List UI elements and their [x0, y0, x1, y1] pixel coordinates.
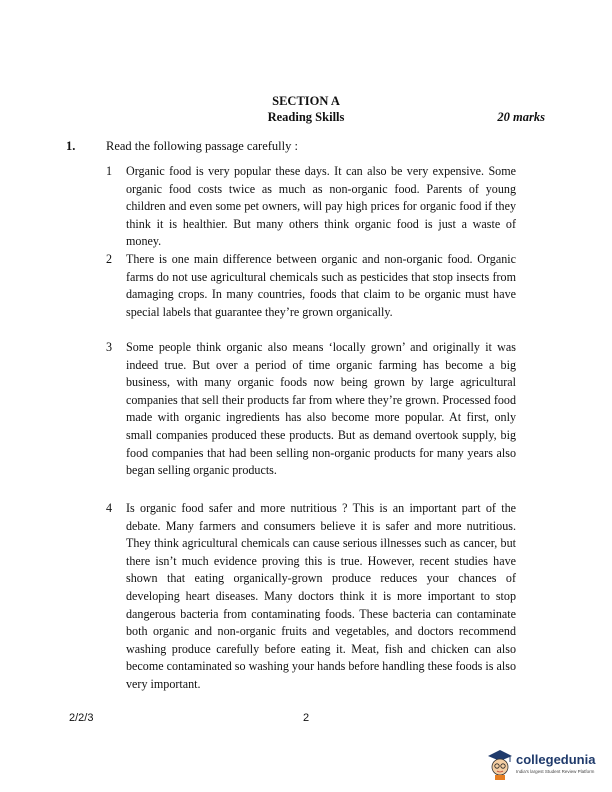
passage-paragraph-4 — [106, 500, 516, 694]
section-subtitle: Reading Skills — [267, 110, 345, 124]
section-title: SECTION A — [272, 94, 340, 108]
question-number: 1. — [66, 139, 76, 153]
paragraph-number: 2 — [106, 252, 113, 266]
passage-paragraph-2 — [106, 251, 516, 321]
paragraph-text: Is organic food safer and more nutritious ? This is an important part of the debate. Many farmers and consumers believe it is safer and more nutritious. They think agricultural chemicals can cause serious illnesses such as cancer, but there isn’t much evidence proving this is true. However, recent studies have shown that eating organically-grown produce reduces your chances of developing heart diseases. Many doctors think it is more important to stop dangerous bacteria from contaminating foods. These bacteria can contaminate both organic and non-organic fruits and vegetables, and doctors recommend washing produce carefully before eating it. Meat, fish and chicken can also become contaminated so washing your hands before handling these foods is also very important. — [126, 501, 516, 691]
question-prompt: Read the following passage carefully : — [106, 139, 298, 153]
page-number: 2 — [303, 712, 310, 724]
section-marks: 20 marks — [497, 110, 545, 124]
paragraph-number: 4 — [106, 501, 113, 515]
paragraph-text: Some people think organic also means ‘locally grown’ and originally it was indeed true. But over a period of time organic farming has become a big business, with many organic foods now being grown by large agricultural companies that sell their products far from where they’re grown. Processed food made with organic ingredients has also become more popular. At first, only small companies produced these products. But as demand overtook supply, big food companies that had been selling non-organic products for many years also began selling organic products. — [126, 340, 516, 478]
paragraph-text: Organic food is very popular these days. It can also be very expensive. Some organic food costs twice as much as non-organic food. Parents of young children and even some pet owners, will pay high prices for organic food if they think it is healthier. But many others think organic food is just a waste of money. — [126, 164, 516, 249]
logo-name: collegedunia — [516, 752, 596, 767]
paragraph-text: There is one main difference between organic and non-organic food. Organic farms do not use agricultural chemicals such as pesticides that stop insects from damaging crops. In many countries, foods that claim to be organic must have special labels that guarantee they’re grown organically. — [126, 252, 516, 319]
passage-paragraph-3 — [106, 339, 516, 480]
logo-tagline: India's largest Student Review Platform — [516, 769, 595, 774]
paragraph-number: 3 — [106, 340, 113, 354]
collegedunia-logo — [486, 748, 606, 780]
passage-paragraph-1 — [106, 163, 516, 251]
paragraph-number: 1 — [106, 164, 113, 178]
paper-code: 2/2/3 — [69, 712, 94, 724]
student-mascot-icon — [486, 748, 514, 780]
